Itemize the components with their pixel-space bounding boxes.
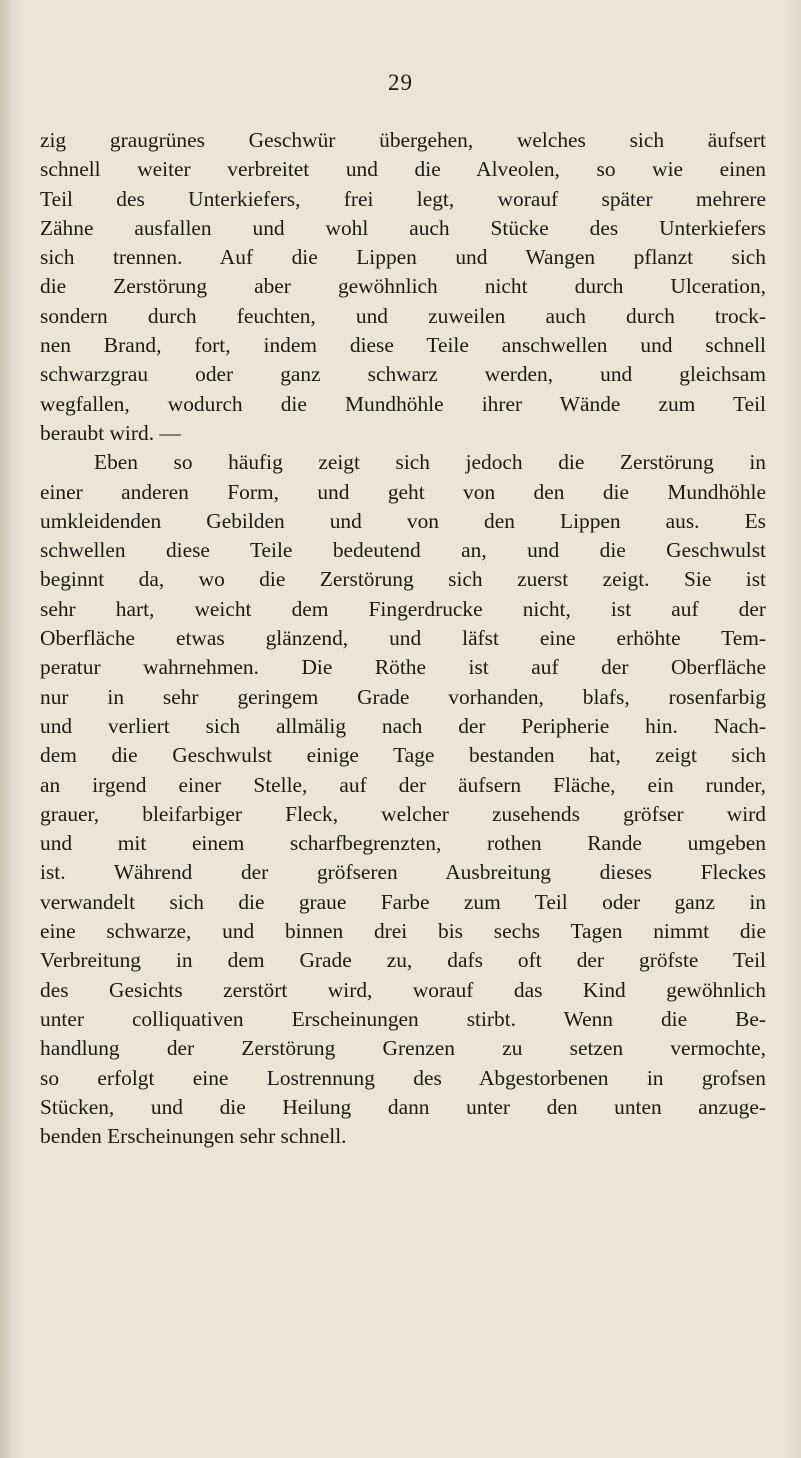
- text-line: und verliert sich allmälig nach der Peripherie hin. Nach-: [40, 713, 766, 738]
- text-line: zig graugrünes Geschwür übergehen, welches sich äufsert: [40, 128, 766, 152]
- text-line: Stücken, und die Heilung dann unter den unten anzuge-: [40, 1094, 766, 1119]
- text-line: peratur wahrnehmen. Die Röthe ist auf der Oberfläche: [40, 655, 766, 680]
- text-line: einer anderen Form, und geht von den die Mundhöhle: [40, 479, 766, 504]
- text-line: wegfallen, wodurch die Mundhöhle ihrer Wände zum Teil: [40, 391, 766, 416]
- text-line: schwarzgrau oder ganz schwarz werden, und gleichsam: [40, 362, 766, 387]
- text-line: Verbreitung in dem Grade zu, dafs oft der gröfste Teil: [40, 948, 766, 973]
- text-line: Zähne ausfallen und wohl auch Stücke des Unterkiefers: [40, 215, 766, 240]
- text-line: handlung der Zerstörung Grenzen zu setzen vermochte,: [40, 1036, 766, 1061]
- text-line: verwandelt sich die graue Farbe zum Teil oder ganz in: [40, 889, 766, 914]
- text-line: beraubt wird. —: [40, 420, 181, 445]
- text-line: sehr hart, weicht dem Fingerdrucke nicht, ist auf der: [40, 596, 766, 621]
- text-line: des Gesichts zerstört wird, worauf das Kind gewöhnlich: [40, 977, 766, 1002]
- text-line: Teil des Unterkiefers, frei legt, worauf später mehrere: [40, 186, 766, 211]
- text-line: und mit einem scharfbegrenzten, rothen Rande umgeben: [40, 831, 766, 856]
- text-line: Oberfläche etwas glänzend, und läfst eine erhöhte Tem-: [40, 626, 766, 651]
- text-line: ist. Während der gröfseren Ausbreitung dieses Fleckes: [40, 860, 766, 885]
- text-line: nen Brand, fort, indem diese Teile anschwellen und schnell: [40, 333, 766, 358]
- text-line: unter colliquativen Erscheinungen stirbt. Wenn die Be-: [40, 1006, 766, 1031]
- text-line: beginnt da, wo die Zerstörung sich zuerst zeigt. Sie ist: [40, 567, 766, 592]
- text-line: an irgend einer Stelle, auf der äufsern Fläche, ein runder,: [40, 772, 766, 797]
- text-line: grauer, bleifarbiger Fleck, welcher zusehends gröfser wird: [40, 801, 766, 826]
- page-number: 29: [388, 70, 413, 95]
- text-line: schnell weiter verbreitet und die Alveolen, so wie einen: [40, 157, 766, 182]
- text-line: sondern durch feuchten, und zuweilen auch durch trock-: [40, 303, 766, 328]
- text-line: die Zerstörung aber gewöhnlich nicht durch Ulceration,: [40, 274, 766, 299]
- text-line: Eben so häufig zeigt sich jedoch die Zerstörung in: [94, 450, 766, 475]
- text-line: schwellen diese Teile bedeutend an, und die Geschwulst: [40, 538, 766, 563]
- text-line: so erfolgt eine Lostrennung des Abgestorbenen in grofsen: [40, 1065, 766, 1090]
- text-line: benden Erscheinungen sehr schnell.: [40, 1124, 347, 1149]
- text-line: nur in sehr geringem Grade vorhanden, blafs, rosenfarbig: [40, 684, 766, 709]
- text-line: dem die Geschwulst einige Tage bestanden hat, zeigt sich: [40, 743, 766, 768]
- body-text: [40, 126, 766, 1151]
- text-line: umkleidenden Gebilden und von den Lippen aus. Es: [40, 508, 766, 533]
- text-line: sich trennen. Auf die Lippen und Wangen pflanzt sich: [40, 245, 766, 270]
- page-gutter-shadow: [0, 0, 14, 1458]
- text-line: eine schwarze, und binnen drei bis sechs Tagen nimmt die: [40, 919, 766, 944]
